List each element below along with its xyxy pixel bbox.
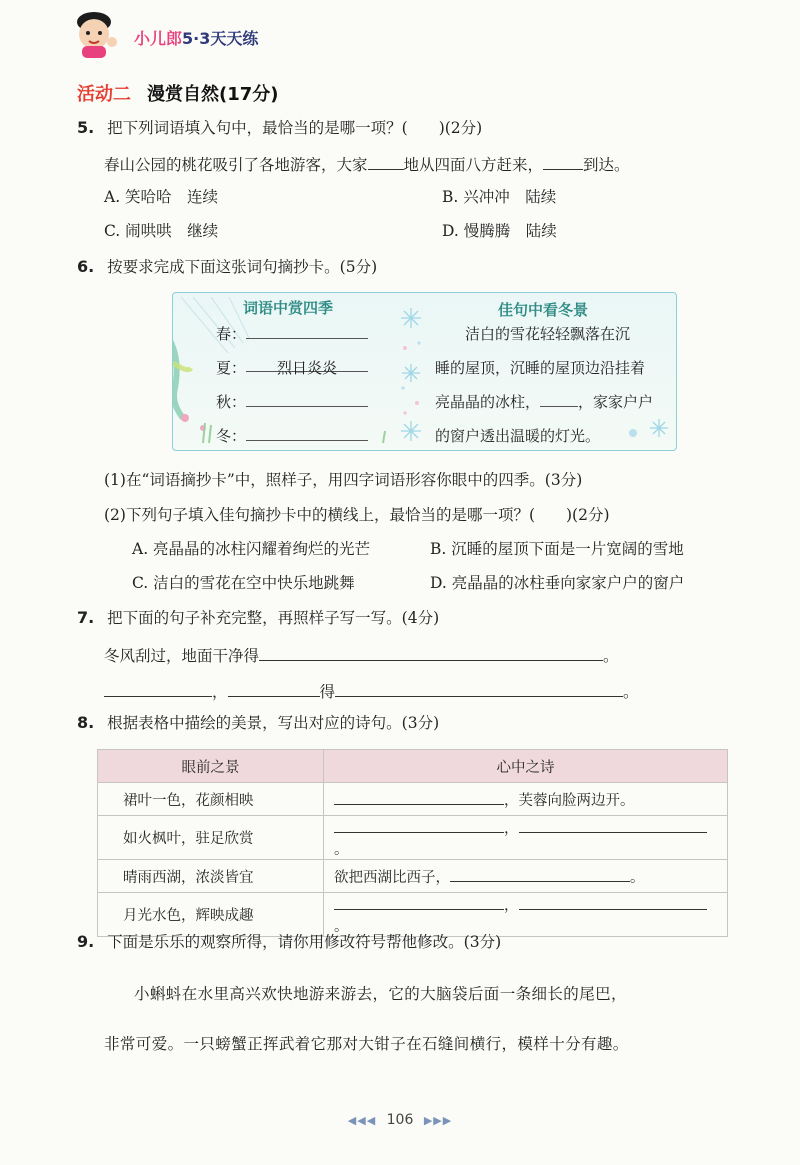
answer-blank[interactable] [450,865,630,882]
excerpt-text: 亮晶晶的冰柱， [435,393,541,411]
option-d[interactable]: D. 慢腾腾 陆续 [442,222,557,240]
season-label: 春： [216,325,247,343]
table-row [98,893,728,937]
answer-blank[interactable] [334,788,504,805]
excerpt-line: 洁白的雪花轻轻飘落在沉 [465,325,631,343]
question-8-stem [77,713,439,733]
brand-name: 小儿郎 [134,29,183,48]
poem-text: 。 [334,919,349,935]
activity-label: 活动二 [77,84,131,105]
sub-question-1: (1)在“词语摘抄卡”中，照样子，用四字词语形容你眼中的四季。(3分) [104,471,583,489]
question-text: 根据表格中描绘的美景，写出对应的诗句。(3分) [107,714,440,732]
passage-line-2: 非常可爱。一只螃蟹正挥武着它那对大钳子在石缝间横行，模样十分有趣。 [104,1035,629,1053]
poem-cell [324,893,728,937]
answer-blank[interactable] [334,893,504,910]
scene-cell: 月光水色，辉映成趣 [98,893,324,937]
boy-mascot-logo [68,8,124,60]
page-number: 106 [386,1112,414,1128]
poem-text: ， [504,898,519,914]
q7-line-1 [104,644,619,666]
season-autumn-row [216,391,368,412]
question-number: 8. [77,713,95,732]
sentence-part: 冬风刮过，地面干净得 [104,647,260,665]
answer-blank[interactable] [519,816,707,833]
scene-cell: 如火枫叶，驻足欣赏 [98,816,324,860]
poem-cell [324,783,728,816]
answer-blank[interactable] [368,153,404,170]
answer-blank[interactable] [104,680,212,697]
question-5-sentence [104,153,630,175]
poem-text: 。 [334,842,349,858]
brand-title [134,26,258,49]
question-number: 7. [77,608,95,627]
answer-blank[interactable] [228,680,320,697]
table-row [98,783,728,816]
column-header: 眼前之景 [98,750,324,783]
season-summer-row [216,357,368,378]
answer-blank[interactable] [519,893,707,910]
sub2-option-c[interactable]: C. 洁白的雪花在空中快乐地跳舞 [132,574,355,592]
question-text: 把下面的句子补充完整，再照样子写一写。(4分) [107,609,440,627]
question-number: 5. [77,118,95,137]
answer-blank[interactable] [540,392,578,407]
option-b[interactable]: B. 兴冲冲 陆续 [442,188,557,206]
answer-blank[interactable] [246,392,368,407]
page-number-footer [320,1112,480,1128]
question-text: 把下列词语填入句中，最恰当的是哪一项？( )(2分) [107,119,483,137]
table-row [98,816,728,860]
brand-series: 5·3天天练 [182,29,259,48]
sentence-part: 得 [319,683,336,701]
answer-blank[interactable] [246,324,368,339]
answer-blank[interactable] [334,816,504,833]
section-heading [77,80,279,106]
question-7-stem [77,608,439,628]
question-text: 下面是乐乐的观察所得，请你用修改符号帮他修改。(3分) [107,933,502,951]
poem-cell [324,816,728,860]
q7-line-2 [104,680,639,702]
poem-text: 。 [630,870,645,886]
question-text: 按要求完成下面这张词句摘抄卡。(5分) [107,258,378,276]
arrow-left-icon: ◀◀◀ [347,1114,377,1127]
poem-cell [324,860,728,893]
excerpt-line: 睡的屋顶，沉睡的屋顶边沿挂着 [435,359,646,377]
excerpt-line: 的窗户透出温暖的灯光。 [435,427,601,445]
answer-blank[interactable] [259,644,603,661]
poem-text: ， [504,821,519,837]
answer-blank[interactable] [543,153,583,170]
excerpt-card [172,292,677,451]
sub2-option-d[interactable]: D. 亮晶晶的冰柱垂向家家户户的窗户 [430,574,685,592]
poem-text: ，芙蓉向脸两边开。 [504,793,635,809]
question-number: 9. [77,932,95,951]
sentence-part: 春山公园的桃花吸引了各地游客，大家 [104,156,368,174]
sentence-comma: ， [212,683,228,701]
sentence-end: 。 [623,683,639,701]
column-header: 心中之诗 [324,750,728,783]
sub2-option-a[interactable]: A. 亮晶晶的冰柱闪耀着绚烂的光芒 [132,540,371,558]
season-label: 夏： [216,359,247,377]
table-row [98,860,728,893]
sub2-option-b[interactable]: B. 沉睡的屋顶下面是一片宽阔的雪地 [430,540,684,558]
poem-text: 欲把西湖比西子， [334,870,450,886]
table-header-row [98,750,728,783]
question-6-stem [77,257,377,277]
section-title: 漫赏自然(17分) [147,84,279,105]
season-label: 冬： [216,427,247,445]
answer-blank[interactable] [335,680,623,697]
arrow-right-icon: ▶▶▶ [423,1114,453,1127]
sentence-part: 到达。 [583,156,630,174]
question-9-stem [77,932,501,952]
season-winter-row [216,425,368,446]
sub-question-2: (2)下列句子填入佳句摘抄卡中的横线上，最恰当的是哪一项？( )(2分) [104,506,610,524]
sentence-end: 。 [603,647,619,665]
question-5-stem [77,118,482,138]
season-spring-row [216,323,368,344]
option-c[interactable]: C. 闹哄哄 继续 [104,222,219,240]
summer-example: 烈日炎炎 [246,357,368,372]
question-number: 6. [77,257,95,276]
sentence-part: 地从四面八方赶来， [403,156,544,174]
scene-cell: 裙叶一色，花颜相映 [98,783,324,816]
card-right-title: 佳句中看冬景 [498,301,589,319]
card-left-title: 词语中赏四季 [243,299,334,317]
option-a[interactable]: A. 笑哈哈 连续 [104,188,219,206]
scene-cell: 晴雨西湖，浓淡皆宜 [98,860,324,893]
answer-blank[interactable] [246,426,368,441]
excerpt-text: ，家家户户 [578,393,654,411]
passage-line-1: 小蝌蚪在水里高兴欢快地游来游去，它的大脑袋后面一条细长的尾巴， [134,985,627,1003]
season-label: 秋： [216,393,247,411]
excerpt-line-with-blank [435,391,653,412]
poem-table [97,749,728,937]
